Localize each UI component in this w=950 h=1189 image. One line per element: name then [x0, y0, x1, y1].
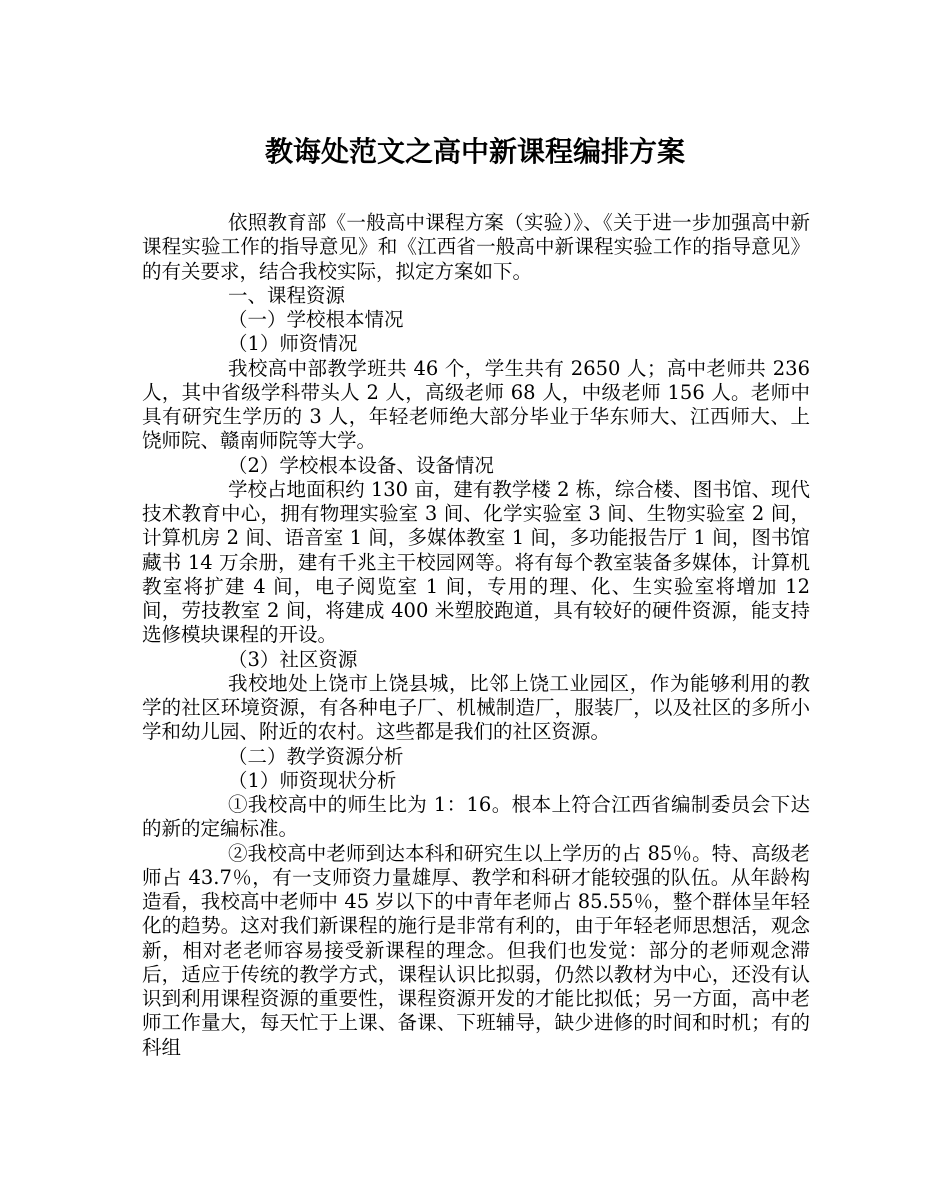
item-heading-community: （3）社区资源: [228, 647, 358, 671]
faculty-paragraph: 我校高中部教学班共 46 个，学生共有 2650 人；高中老师共 236 人，其中省级学科带头人 2 人，高级老师 68 人，中级老师 156 人。老师中具有研究生学历的 3 人，年轻老师绝大部分毕业于华东师大、江西师大、上饶师院、赣南师院等大学。: [142, 356, 810, 453]
document-body: [142, 211, 810, 1060]
document-title: 教诲处范文之高中新课程编排方案: [264, 135, 685, 168]
intro-paragraph: 依照教育部《一般高中课程方案（实验）》、《关于进一步加强高中新课程实验工作的指导意见》和《江西省一般高中新课程实验工作的指导意见》的有关要求，结合我校实际，拟定方案如下。: [142, 211, 810, 283]
item-heading-faculty-analysis: （1）师资现状分析: [228, 768, 397, 792]
education-paragraph: ②我校高中老师到达本科和研究生以上学历的占 85％。特、高级老师占 43.7％，有一支师资力量雄厚、教学和科研才能较强的队伍。从年龄构造看，我校高中老师中 45 岁以下的中青年老师占 85.55％，整个群体呈年轻化的趋势。这对我们新课程的施行是非常有利的，由于年轻老师思想活，观念新，相对老老师容易接受新课程的理念。但我们也发觉：部分的老师观念滞后，适应于传统的教学方式，课程认识比拟弱，仍然以教材为中心，还没有认识到利用课程资源的重要性，课程资源开发的才能比拟低；另一方面，高中老师工作量大，每天忙于上课、备课、下班辅导，缺少进修的时间和时机；有的科组: [142, 841, 810, 1059]
item-heading-faculty: （1）师资情况: [228, 332, 358, 356]
community-paragraph: 我校地处上饶市上饶县城，比邻上饶工业园区，作为能够利用的教学的社区环境资源，有各种电子厂、机械制造厂，服装厂，以及社区的多所小学和幼儿园、附近的农村。这些都是我们的社区资源。: [142, 671, 810, 744]
ratio-paragraph: ①我校高中的师生比为 1：16。根本上符合江西省编制委员会下达的新的定编标准。: [142, 793, 810, 841]
subsection-heading-school-basics: （一）学校根本情况: [228, 308, 404, 331]
subsection-heading-teaching-resources: （二）教学资源分析: [228, 744, 404, 768]
item-heading-facilities: （2）学校根本设备、设备情况: [228, 453, 494, 477]
section-heading-course-resources: 一、课程资源: [228, 283, 346, 307]
facilities-paragraph: 学校占地面积约 130 亩，建有教学楼 2 栋，综合楼、图书馆、现代技术教育中心，拥有物理实验室 3 间、化学实验室 3 间、生物实验室 2 间，计算机房 2 间、语音室 1 间，多媒体教室 1 间，多功能报告厅 1 间，图书馆藏书 14 万余册，建有千兆主干校园网等。将有每个教室装备多媒体，计算机教室将扩建 4 间，电子阅览室 1 间，专用的理、化、生实验室将增加 12 间，劳技教室 2 间，将建成 400 米塑胶跑道，具有较好的硬件资源，能支持选修模块课程的开设。: [142, 477, 810, 647]
